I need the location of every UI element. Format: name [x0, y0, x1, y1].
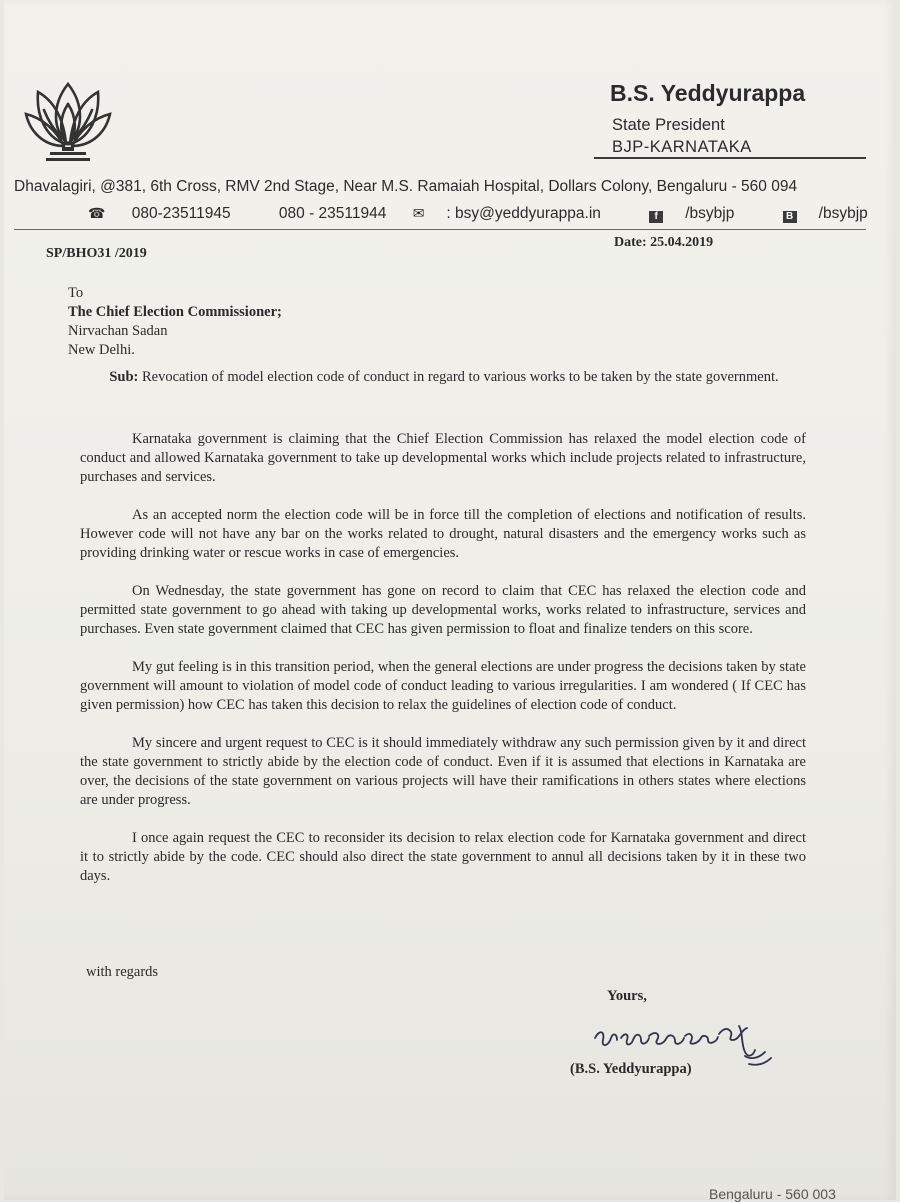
- recipient-line-2: New Delhi.: [68, 342, 135, 358]
- email-address: bsy@yeddyurappa.in: [455, 205, 601, 222]
- letterhead-address: Dhavalagiri, @381, 6th Cross, RMV 2nd Stage, Near M.S. Ramaiah Hospital, Dollars Colony, Bengaluru - 560 094: [14, 178, 798, 195]
- letterhead-role: State President: [612, 116, 725, 134]
- recipient-to: To: [68, 285, 84, 301]
- letterhead-contacts: [88, 205, 900, 223]
- body-paragraph-5: My sincere and urgent request to CEC is it should immediately withdraw any such permission given by it and direct the state government to strictly abide by the election code of conduct. Even if it is assumed that elections in Karnataka are over, the decisions of the state government on various projects will have their ramifications in others states where elections are under progress.: [80, 735, 806, 808]
- closing-yours: Yours,: [607, 988, 647, 1004]
- blog-handle: /bsybjp: [818, 205, 868, 222]
- letter-body: [80, 430, 806, 905]
- blog-icon: B: [783, 211, 797, 223]
- phone-1: 080-23511945: [131, 205, 231, 222]
- subject-label: Sub:: [109, 369, 139, 385]
- recipient-line-1: Nirvachan Sadan: [68, 323, 168, 339]
- facebook-handle: /bsybjp: [685, 205, 735, 222]
- footer-fragment: Bengaluru - 560 003: [709, 1186, 836, 1202]
- telephone-icon: ☎: [88, 205, 106, 221]
- facebook-icon: f: [649, 211, 663, 223]
- signatory-name: (B.S. Yeddyurappa): [570, 1061, 692, 1077]
- contact-divider: [14, 229, 866, 230]
- body-paragraph-3: On Wednesday, the state government has gone on record to claim that CEC has relaxed the election code and permitted state government to go ahead with taking up developmental works, works related to infrastructure, services and purchases. Even state government claimed that CEC has given permission to float and finalize tenders on this score.: [80, 583, 806, 637]
- blog-contact: [783, 205, 890, 222]
- letter-date: Date: 25.04.2019: [614, 235, 714, 250]
- closing-regards: with regards: [86, 964, 159, 980]
- body-paragraph-1: Karnataka government is claiming that the Chief Election Commission has relaxed the model election code of conduct and allowed Karnataka government to take up developmental works which include projects related to infrastructure, purchases and services.: [80, 431, 806, 485]
- body-paragraph-4: My gut feeling is in this transition period, when the general elections are under progress the decisions taken by state government will amount to violation of model code of conduct leading to various irregularities. I am wondered ( If CEC has given permission) how CEC has taken this decision to relax the guidelines of election code of conduct.: [80, 659, 806, 713]
- letterhead-party: BJP-KARNATAKA: [612, 138, 752, 156]
- letterhead-name: B.S. Yeddyurappa: [610, 80, 806, 106]
- recipient-title: The Chief Election Commissioner;: [68, 304, 282, 320]
- facebook-contact: [649, 205, 756, 222]
- phone-contact: [88, 205, 253, 222]
- subject-line: [84, 368, 804, 387]
- recipient-block: [68, 284, 282, 360]
- header-divider: [594, 157, 866, 159]
- reference-number: SP/BHO31 /2019: [46, 246, 147, 261]
- body-paragraph-2: As an accepted norm the election code will be in force till the completion of elections and notification of results. However code will not have any bar on the works related to drought, natural disasters and the emergency works such as providing drinking water or rescue works in case of emergencies.: [80, 507, 806, 561]
- letter-sheet: [4, 0, 896, 1200]
- phone-2: 080 - 23511944: [278, 205, 387, 222]
- subject-text: Revocation of model election code of conduct in regard to various works to be taken by the state government.: [142, 369, 779, 385]
- envelope-icon: ✉: [412, 205, 425, 221]
- lotus-logo-icon: [22, 74, 114, 166]
- body-paragraph-6: I once again request the CEC to reconsider its decision to relax election code for Karnataka government and direct it to strictly abide by the code. CEC should also direct the state government to annul all decisions taken by it in these two days.: [80, 830, 806, 884]
- email-contact: ✉ : bsy@yeddyurappa.in: [412, 205, 601, 222]
